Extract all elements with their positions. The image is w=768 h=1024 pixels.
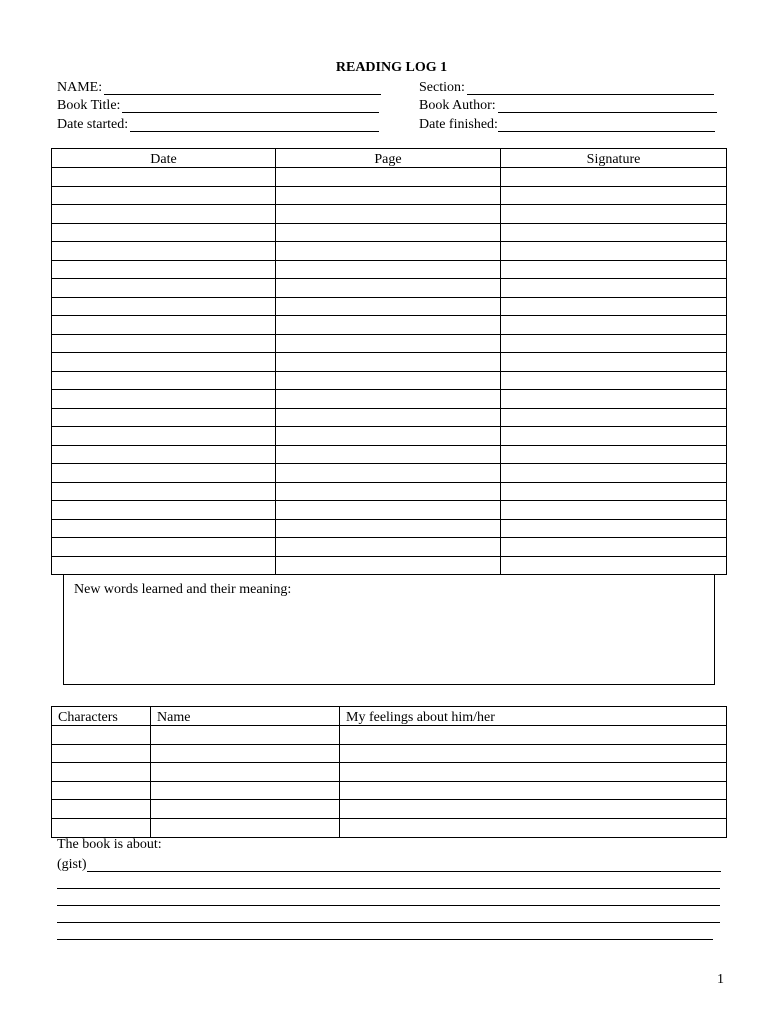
characters-table-row-cell[interactable] xyxy=(340,781,727,800)
new-words-box[interactable] xyxy=(63,574,715,685)
log-table-row-cell[interactable] xyxy=(276,445,501,464)
log-table-row-cell[interactable] xyxy=(501,334,727,353)
name-line[interactable] xyxy=(104,81,381,95)
log-table-row-cell[interactable] xyxy=(501,445,727,464)
characters-table-row xyxy=(52,818,727,837)
page-number: 1 xyxy=(717,972,724,987)
log-table-row xyxy=(52,408,727,427)
characters-table-row-cell[interactable] xyxy=(340,726,727,745)
characters-table-header-row xyxy=(52,707,727,726)
characters-table-row-cell[interactable] xyxy=(340,818,727,837)
log-table-row-cell[interactable] xyxy=(52,205,276,224)
characters-table-row-cell[interactable] xyxy=(340,763,727,782)
log-table-row-cell[interactable] xyxy=(276,371,501,390)
log-table-row-cell[interactable] xyxy=(52,371,276,390)
char-header-characters: Characters xyxy=(52,707,151,726)
log-table-row-cell[interactable] xyxy=(501,501,727,520)
log-table-row xyxy=(52,242,727,261)
log-table-row-cell[interactable] xyxy=(52,353,276,372)
log-table-row xyxy=(52,390,727,409)
characters-table-row-cell[interactable] xyxy=(52,763,151,782)
log-table-row-cell[interactable] xyxy=(52,297,276,316)
date-started-label: Date started: xyxy=(57,117,129,132)
characters-table-row-cell[interactable] xyxy=(340,800,727,819)
reading-log-table xyxy=(51,148,727,575)
log-table-row-cell[interactable] xyxy=(52,223,276,242)
log-table-row xyxy=(52,445,727,464)
section-field[interactable] xyxy=(419,77,714,95)
gist-line-5-rule[interactable] xyxy=(57,926,713,940)
log-table-row-cell[interactable] xyxy=(501,371,727,390)
log-table-row-cell[interactable] xyxy=(52,445,276,464)
log-table-row xyxy=(52,297,727,316)
date-finished-label: Date finished: xyxy=(419,117,498,132)
gist-line-1-rule[interactable] xyxy=(87,858,721,872)
log-table-row-cell[interactable] xyxy=(52,501,276,520)
log-table-row-cell[interactable] xyxy=(276,223,501,242)
log-table-row-cell[interactable] xyxy=(501,205,727,224)
log-table-row-cell[interactable] xyxy=(501,353,727,372)
char-header-feelings: My feelings about him/her xyxy=(340,707,727,726)
characters-table-row xyxy=(52,763,727,782)
log-table-row xyxy=(52,427,727,446)
log-table-row xyxy=(52,168,727,187)
gist-line-1[interactable] xyxy=(57,855,721,872)
log-table-row-cell[interactable] xyxy=(52,260,276,279)
log-header-signature: Signature xyxy=(501,149,727,168)
book-title-label: Book Title: xyxy=(57,98,121,113)
log-table-row xyxy=(52,353,727,372)
log-table-row-cell[interactable] xyxy=(52,427,276,446)
characters-table-row-cell[interactable] xyxy=(52,726,151,745)
log-table-row-cell[interactable] xyxy=(52,390,276,409)
book-about-label: The book is about: xyxy=(57,837,162,852)
log-table-row-cell[interactable] xyxy=(276,519,501,538)
gist-line-3[interactable] xyxy=(57,889,720,906)
log-header-date: Date xyxy=(52,149,276,168)
log-table-row-cell[interactable] xyxy=(501,408,727,427)
characters-table-row-cell[interactable] xyxy=(52,781,151,800)
log-table-row xyxy=(52,334,727,353)
log-table-row-cell[interactable] xyxy=(276,297,501,316)
date-started-line[interactable] xyxy=(130,118,379,132)
characters-table-row-cell[interactable] xyxy=(52,744,151,763)
log-table-row-cell[interactable] xyxy=(276,260,501,279)
section-label: Section: xyxy=(419,80,465,95)
characters-table-row-cell[interactable] xyxy=(151,800,340,819)
log-table-row-cell[interactable] xyxy=(501,316,727,335)
characters-table-row-cell[interactable] xyxy=(151,726,340,745)
section-line[interactable] xyxy=(467,81,714,95)
log-table-row-cell[interactable] xyxy=(276,427,501,446)
log-table-row-cell[interactable] xyxy=(52,556,276,575)
log-table-row-cell[interactable] xyxy=(52,482,276,501)
characters-table-row xyxy=(52,781,727,800)
log-table-row-cell[interactable] xyxy=(276,408,501,427)
log-table-row-cell[interactable] xyxy=(276,556,501,575)
characters-table-row xyxy=(52,726,727,745)
log-table-row-cell[interactable] xyxy=(52,242,276,261)
log-header-page: Page xyxy=(276,149,501,168)
characters-table-row xyxy=(52,800,727,819)
book-author-line[interactable] xyxy=(498,99,717,113)
log-table-row xyxy=(52,556,727,575)
char-header-name: Name xyxy=(151,707,340,726)
log-table-row-cell[interactable] xyxy=(501,482,727,501)
log-table-row-cell[interactable] xyxy=(52,279,276,298)
characters-table xyxy=(51,706,727,838)
log-table-row-cell[interactable] xyxy=(276,186,501,205)
log-table-row xyxy=(52,501,727,520)
log-table-row-cell[interactable] xyxy=(52,186,276,205)
log-table-row-cell[interactable] xyxy=(52,408,276,427)
log-table-row-cell[interactable] xyxy=(501,168,727,187)
log-table-row-cell[interactable] xyxy=(52,538,276,557)
log-table-row-cell[interactable] xyxy=(501,427,727,446)
log-table-row-cell[interactable] xyxy=(276,501,501,520)
log-table-row-cell[interactable] xyxy=(276,334,501,353)
log-table-row xyxy=(52,260,727,279)
date-started-field[interactable] xyxy=(57,114,379,132)
log-table-row-cell[interactable] xyxy=(52,519,276,538)
book-author-label: Book Author: xyxy=(419,98,496,113)
characters-table-row-cell[interactable] xyxy=(151,763,340,782)
characters-table-row-cell[interactable] xyxy=(52,800,151,819)
log-table-row-cell[interactable] xyxy=(276,242,501,261)
log-table-row-cell[interactable] xyxy=(276,482,501,501)
log-table-row-cell[interactable] xyxy=(501,279,727,298)
book-title-field[interactable] xyxy=(57,95,379,113)
log-table-row xyxy=(52,316,727,335)
log-table-row-cell[interactable] xyxy=(501,260,727,279)
log-table-row xyxy=(52,186,727,205)
log-table-row-cell[interactable] xyxy=(501,538,727,557)
log-table-row-cell[interactable] xyxy=(276,168,501,187)
log-table-row-cell[interactable] xyxy=(276,205,501,224)
log-table-row xyxy=(52,464,727,483)
gist-line-4[interactable] xyxy=(57,906,720,923)
characters-table-row-cell[interactable] xyxy=(151,781,340,800)
name-label: NAME: xyxy=(57,80,103,95)
log-table-row-cell[interactable] xyxy=(501,242,727,261)
log-table-row-cell[interactable] xyxy=(501,556,727,575)
gist-line-4-rule[interactable] xyxy=(57,909,720,923)
date-finished-line[interactable] xyxy=(498,118,715,132)
log-table-row-cell[interactable] xyxy=(501,390,727,409)
log-table-row xyxy=(52,482,727,501)
log-table-row xyxy=(52,223,727,242)
log-table-row-cell[interactable] xyxy=(501,297,727,316)
log-table-row-cell[interactable] xyxy=(276,316,501,335)
log-table-row-cell[interactable] xyxy=(52,316,276,335)
characters-table-row-cell[interactable] xyxy=(151,744,340,763)
gist-line-3-rule[interactable] xyxy=(57,892,720,906)
gist-line-5[interactable] xyxy=(57,923,713,940)
log-table-row-cell[interactable] xyxy=(276,279,501,298)
log-table-row-cell[interactable] xyxy=(501,186,727,205)
log-table-row-cell[interactable] xyxy=(276,390,501,409)
date-finished-field[interactable] xyxy=(419,114,715,132)
log-table-row-cell[interactable] xyxy=(52,464,276,483)
characters-table-row-cell[interactable] xyxy=(340,744,727,763)
characters-table-row xyxy=(52,744,727,763)
gist-line-2-rule[interactable] xyxy=(57,875,720,889)
log-table-row-cell[interactable] xyxy=(276,538,501,557)
log-table-row-cell[interactable] xyxy=(276,353,501,372)
log-table-row xyxy=(52,371,727,390)
log-table-row-cell[interactable] xyxy=(52,334,276,353)
characters-table-row-cell[interactable] xyxy=(151,818,340,837)
log-table-header-row xyxy=(52,149,727,168)
log-table-row xyxy=(52,279,727,298)
book-title-line[interactable] xyxy=(122,99,379,113)
book-author-field[interactable] xyxy=(419,95,717,113)
gist-label: (gist) xyxy=(57,857,87,872)
page-title: READING LOG 1 xyxy=(335,60,448,75)
log-table-row-cell[interactable] xyxy=(501,464,727,483)
log-table-row-cell[interactable] xyxy=(501,223,727,242)
log-table-row xyxy=(52,519,727,538)
characters-table-row-cell[interactable] xyxy=(52,818,151,837)
log-table-row-cell[interactable] xyxy=(276,464,501,483)
name-field[interactable] xyxy=(57,77,381,95)
log-table-row-cell[interactable] xyxy=(52,168,276,187)
log-table-row xyxy=(52,205,727,224)
new-words-label: New words learned and their meaning: xyxy=(74,582,292,597)
log-table-row-cell[interactable] xyxy=(501,519,727,538)
gist-line-2[interactable] xyxy=(57,872,720,889)
log-table-row xyxy=(52,538,727,557)
